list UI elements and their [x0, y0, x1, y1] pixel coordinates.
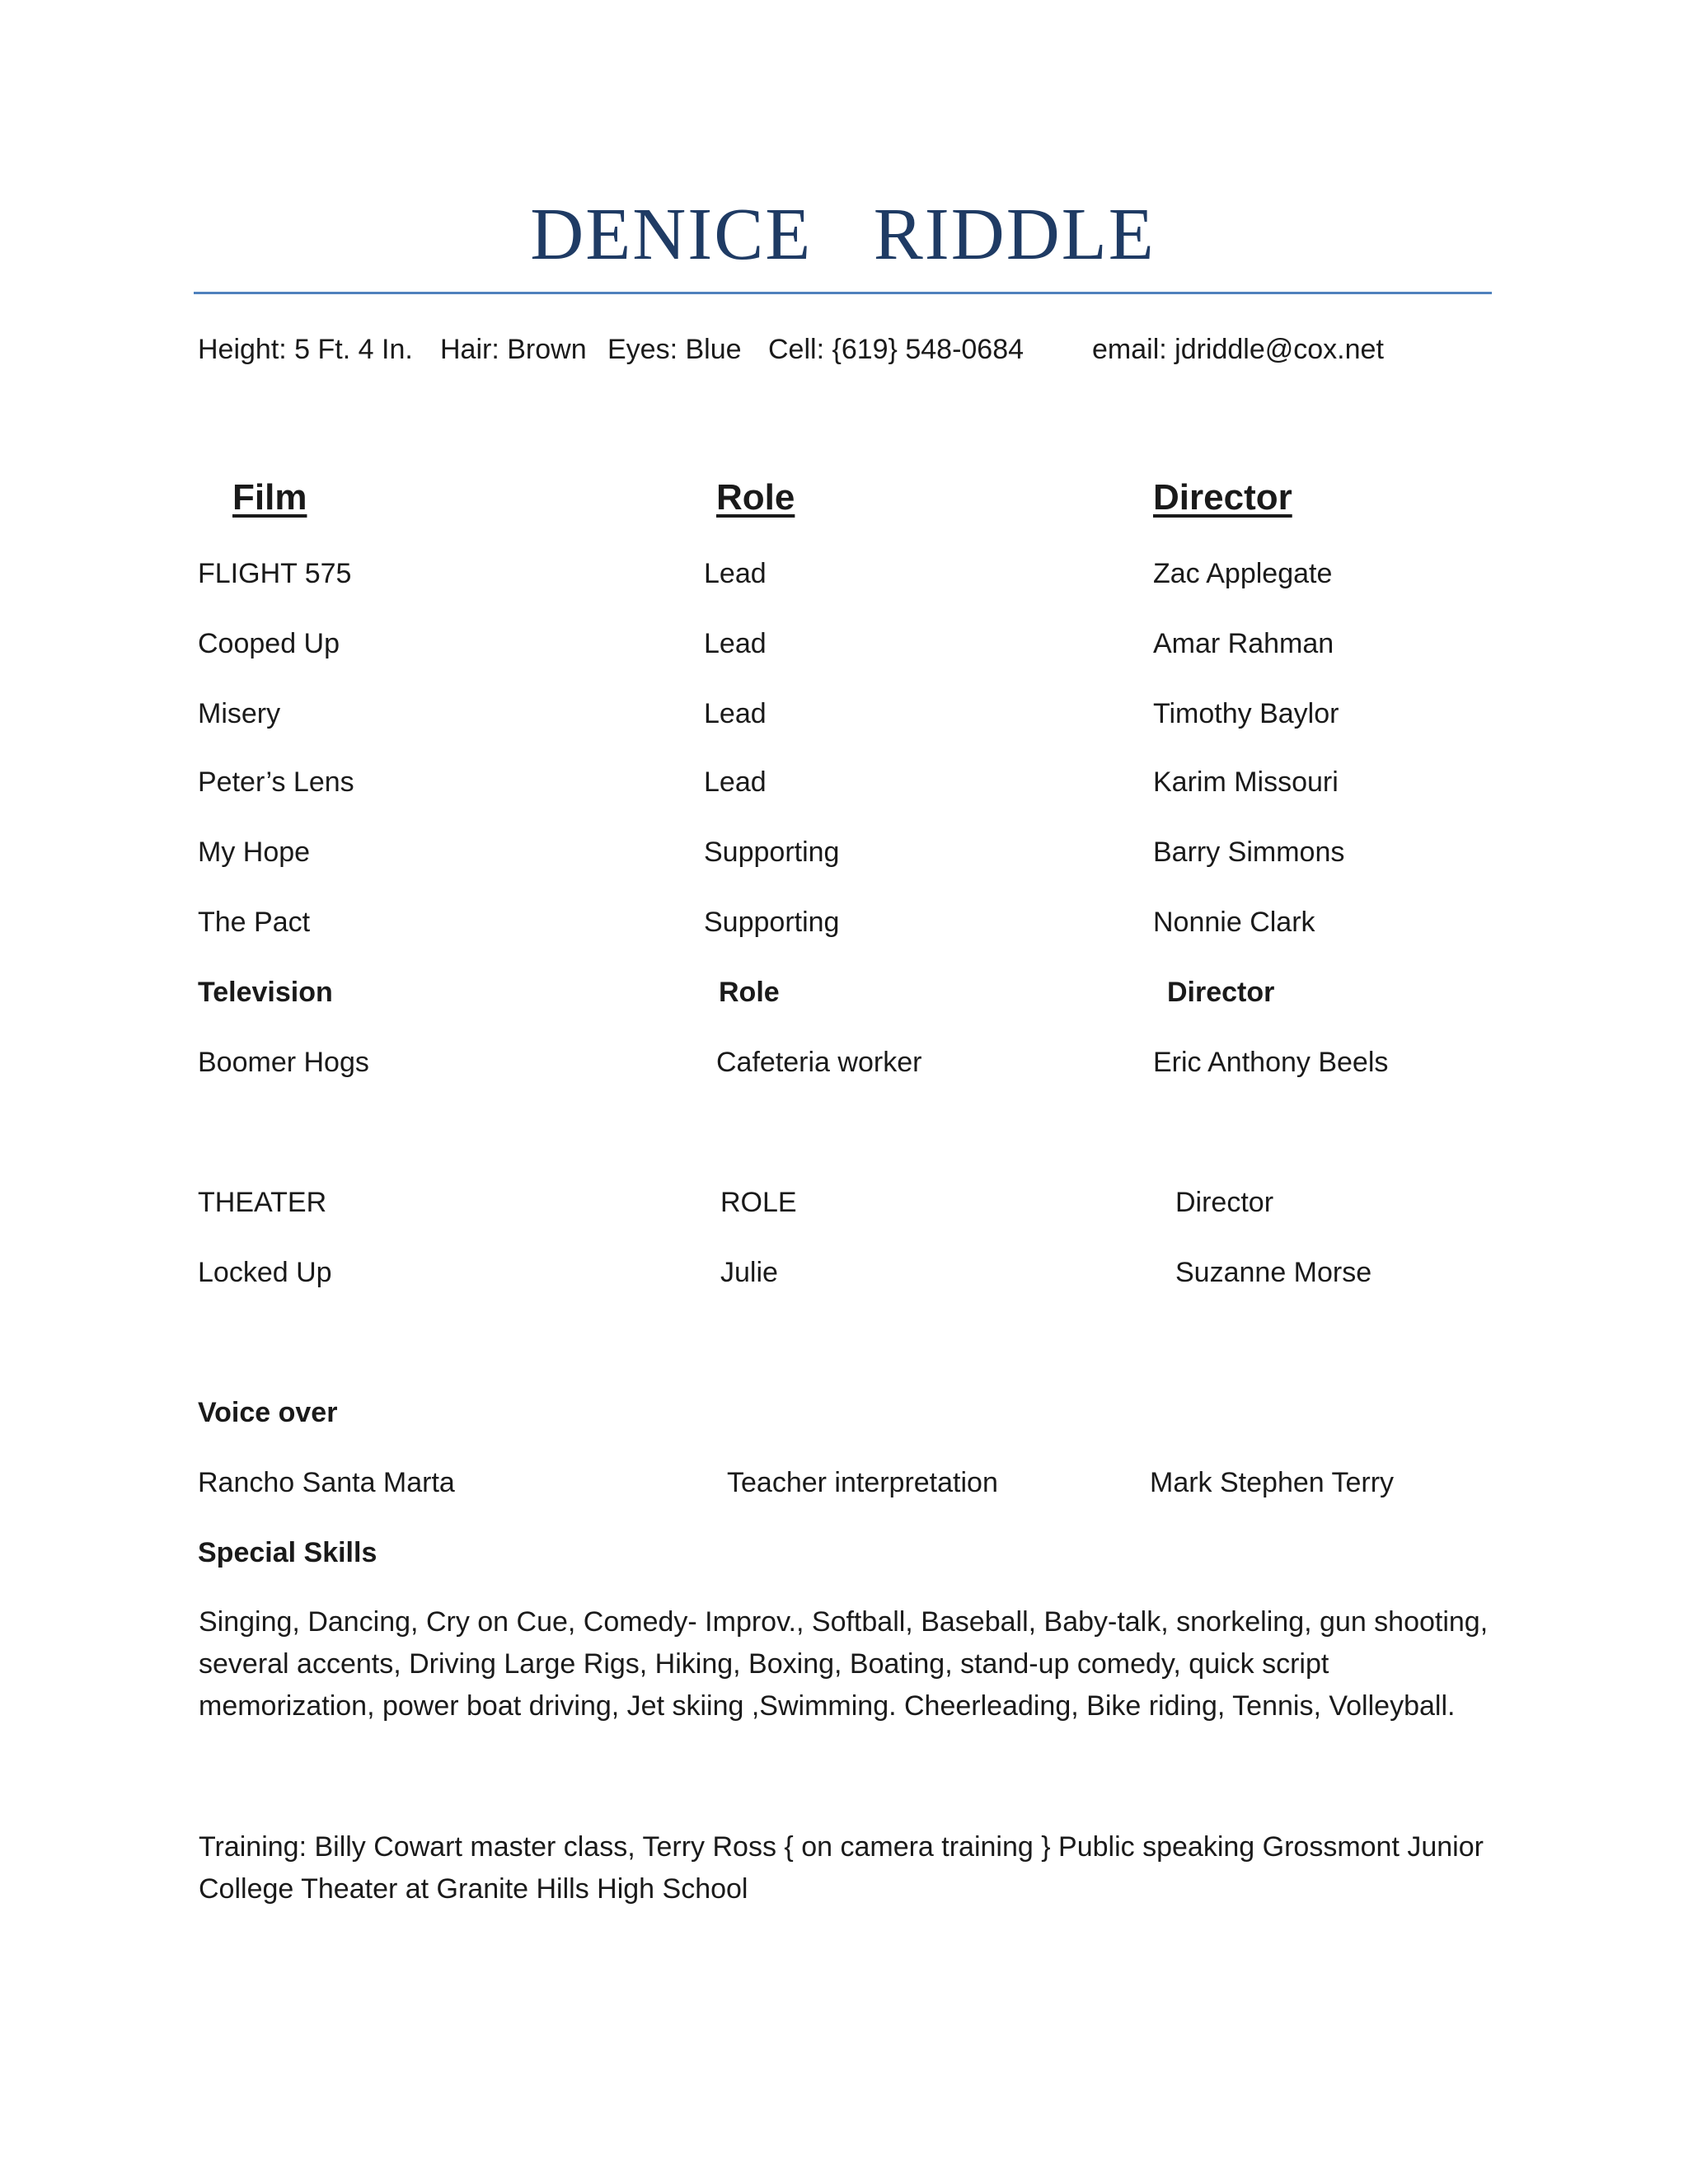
voice-over-header: Voice over — [198, 1397, 338, 1428]
film-role-header: Role — [716, 477, 795, 518]
film-role: Supporting — [704, 837, 840, 868]
theater-role-header: ROLE — [720, 1187, 797, 1218]
film-director: Karim Missouri — [1153, 766, 1339, 798]
height-stat: Height: 5 Ft. 4 In. — [198, 334, 413, 365]
film-director-header: Director — [1153, 477, 1292, 518]
theater-director-header: Director — [1175, 1187, 1274, 1218]
film-director: Amar Rahman — [1153, 628, 1334, 659]
voice-over-role: Teacher interpretation — [727, 1467, 998, 1498]
television-header: Television — [198, 977, 333, 1008]
film-role: Supporting — [704, 907, 840, 938]
film-title: Cooped Up — [198, 628, 340, 659]
resume-name: DENICE RIDDLE — [530, 194, 1156, 275]
theater-director: Suzanne Morse — [1175, 1257, 1372, 1288]
film-director: Zac Applegate — [1153, 558, 1333, 589]
film-title: My Hope — [198, 837, 311, 868]
eyes-stat: Eyes: Blue — [607, 334, 742, 365]
training-text: Training: Billy Cowart master class, Terry Ross { on camera training } Public speaking Grossmont Junior College Theater at Granite Hills High School — [199, 1831, 1484, 1905]
voice-over-title: Rancho Santa Marta — [198, 1467, 455, 1498]
email-stat: email: jdriddle@cox.net — [1092, 334, 1384, 365]
special-skills-text: Singing, Dancing, Cry on Cue, Comedy- Improv., Softball, Baseball, Baby-talk, snorkeling, gun shooting, several accents, Driving Large Rigs, Hiking, Boxing, Boating, stand-up comedy, quick script memorization, power boat driving, Jet skiing ,Swimming. Cheerleading, Bike riding, Tennis, Volleyball. — [199, 1606, 1489, 1722]
television-director: Eric Anthony Beels — [1153, 1047, 1389, 1078]
voice-over-director: Mark Stephen Terry — [1150, 1467, 1395, 1498]
film-role: Lead — [704, 766, 767, 798]
hair-stat: Hair: Brown — [440, 334, 587, 365]
film-title: Misery — [198, 698, 281, 729]
film-director: Timothy Baylor — [1153, 698, 1339, 729]
film-title: The Pact — [198, 907, 311, 938]
television-director-header: Director — [1167, 977, 1275, 1008]
film-director: Barry Simmons — [1153, 837, 1345, 868]
film-role: Lead — [704, 628, 767, 659]
theater-role: Julie — [720, 1257, 778, 1288]
film-title: FLIGHT 575 — [198, 558, 352, 589]
film-title: Peter’s Lens — [198, 766, 354, 798]
film-director: Nonnie Clark — [1153, 907, 1315, 938]
theater-title: Locked Up — [198, 1257, 332, 1288]
film-role: Lead — [704, 558, 767, 589]
television-title: Boomer Hogs — [198, 1047, 369, 1078]
theater-header: THEATER — [198, 1187, 327, 1218]
television-role-header: Role — [719, 977, 780, 1008]
cell-stat: Cell: {619} 548-0684 — [768, 334, 1025, 365]
film-header: Film — [232, 477, 307, 518]
special-skills-header: Special Skills — [198, 1537, 377, 1568]
title-divider — [194, 292, 1492, 294]
television-role: Cafeteria worker — [716, 1047, 922, 1078]
film-role: Lead — [704, 698, 767, 729]
